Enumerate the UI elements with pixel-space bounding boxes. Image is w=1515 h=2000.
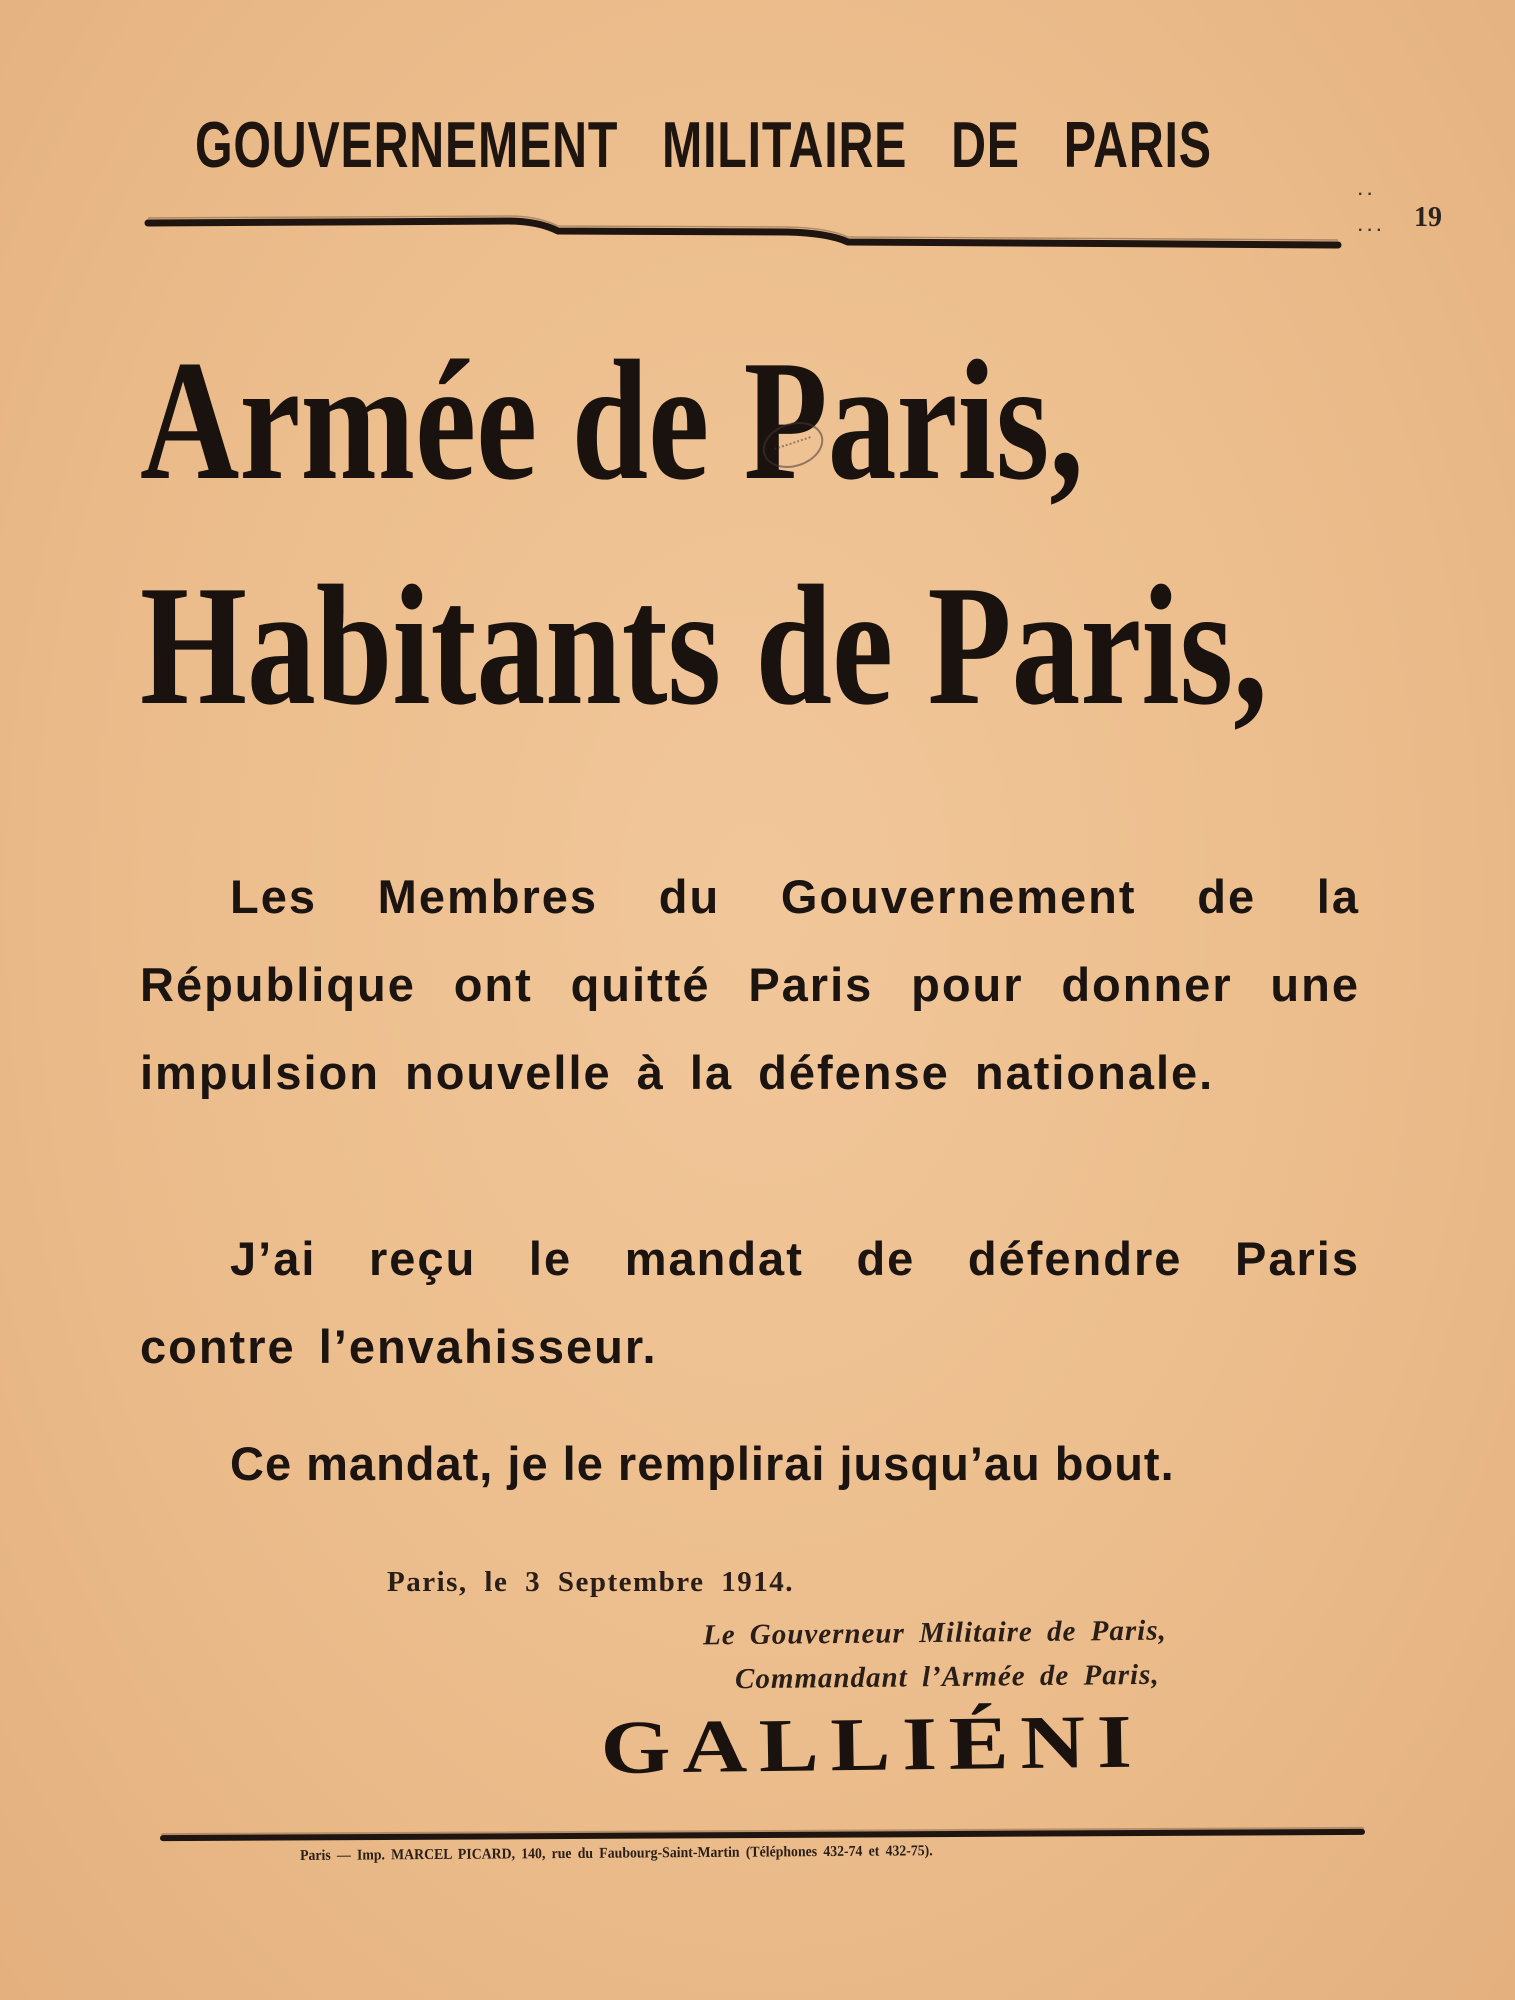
- header-word: PARIS: [1063, 109, 1212, 182]
- body-paragraph: [140, 1420, 1360, 1508]
- header-word: GOUVERNEMENT: [195, 109, 619, 182]
- header-word: MILITAIRE: [662, 109, 908, 182]
- headline-line-2: Habitants de Paris,: [140, 551, 1268, 741]
- paragraph-text: J’ai reçu le mandat de défendre Paris contre l’envahisseur.: [140, 1232, 1360, 1373]
- date-line: Paris, le 3 Septembre 1914.: [387, 1566, 795, 1598]
- signatory-title-2: Commandant l’Armée de Paris,: [734, 1658, 1160, 1696]
- headline-line-1: Armée de Paris,: [140, 326, 1084, 516]
- header-word: DE: [951, 109, 1020, 182]
- header-title: [195, 108, 1212, 183]
- printer-imprint: Paris — Imp. MARCEL PICARD, 140, rue du Faubourg-Saint-Martin (Téléphones 432-74 et 432-75).: [300, 1843, 933, 1864]
- paragraph-text: Ce mandat, je le remplirai jusqu’au bout.: [230, 1437, 1175, 1490]
- footer-rule: [160, 1829, 1365, 1841]
- paragraph-text: Les Membres du Gouvernement de la République ont quitté Paris pour donner une impulsion nouvelle à la défense nationale.: [140, 870, 1360, 1099]
- registration-dots: ··: [1358, 186, 1377, 203]
- sheet-number: 19: [1414, 202, 1442, 233]
- body-paragraph: [140, 1215, 1360, 1391]
- signature-name: GALLIÉNI: [600, 1699, 1145, 1790]
- signatory-title-1: Le Gouverneur Militaire de Paris,: [702, 1614, 1167, 1652]
- registration-dots: ···: [1358, 222, 1386, 239]
- body-paragraph: [140, 853, 1360, 1117]
